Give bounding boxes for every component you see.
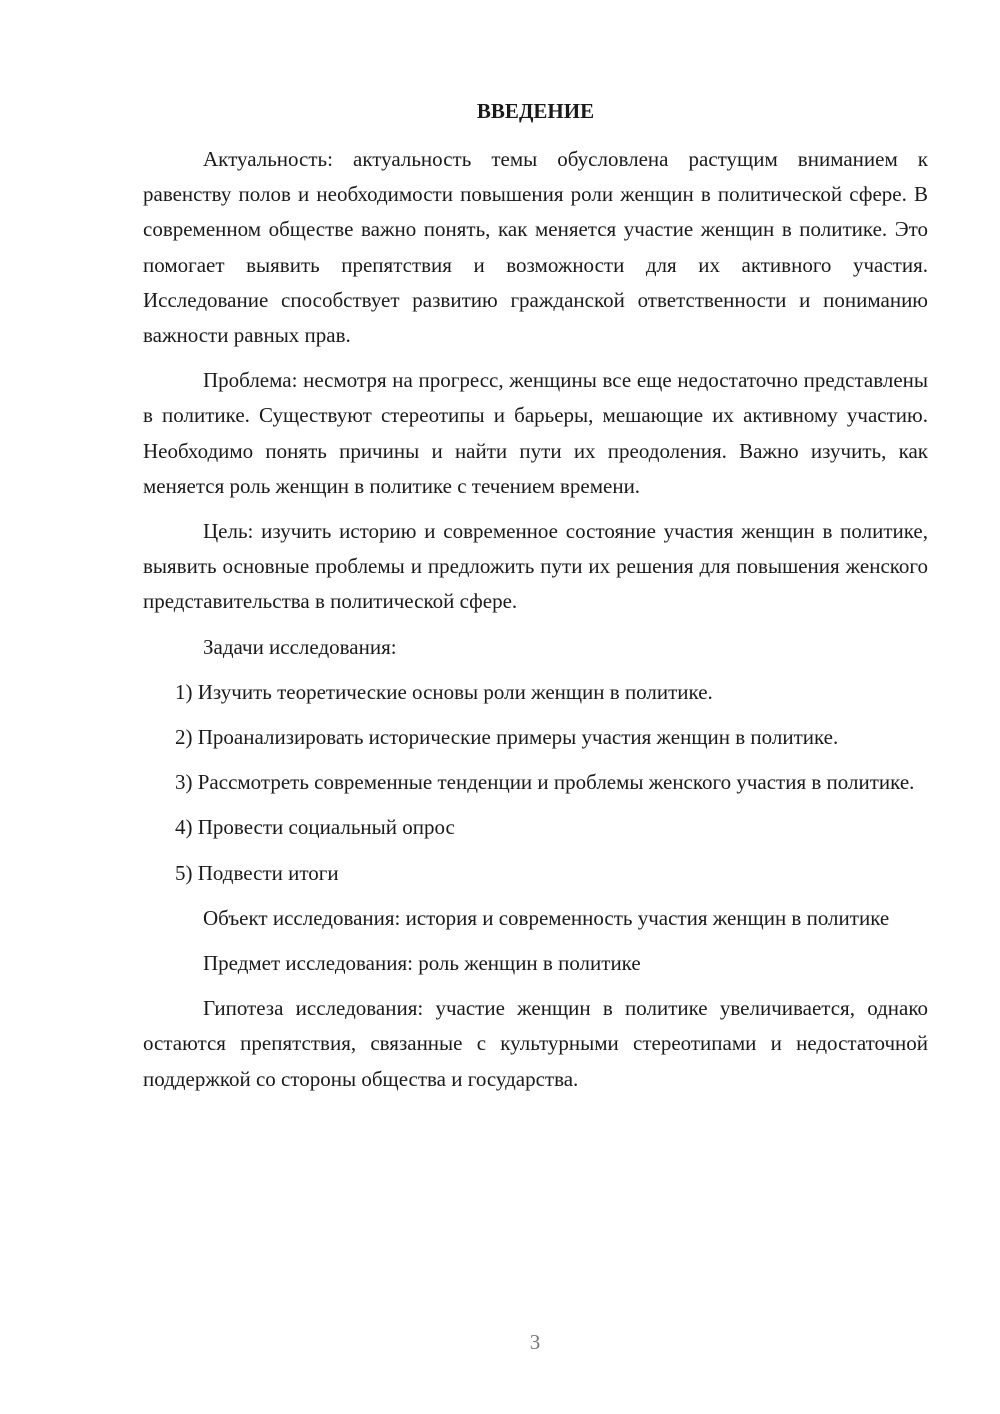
paragraph-hypothesis: Гипотеза исследования: участие женщин в политике увеличивается, однако остаются препятствия, связанные с культурными стереотипами и недостаточной поддержкой со стороны общества и государства. [143,996,928,1091]
paragraph-subject: Предмет исследования: роль женщин в политике [203,951,641,976]
task-item: 2) Проанализировать исторические примеры участия женщин в политике. [175,725,839,750]
task-item: 3) Рассмотреть современные тенденции и проблемы женского участия в политике. [175,770,915,795]
paragraph-problem: Проблема: несмотря на прогресс, женщины все еще недостаточно представлены в политике. Существуют стереотипы и барьеры, мешающие их активному участию. Необходимо понять причины и найти пути их преодоления. Важно изучить, как меняется роль женщин в политике с течением времени. [143,368,928,498]
document-page [143,94,928,1107]
page-title: ВВЕДЕНИЕ [476,99,595,123]
page-number: 3 [529,1330,541,1354]
task-item: 5) Подвести итоги [175,860,339,885]
task-item: 4) Провести социальный опрос [175,815,455,840]
paragraph-relevance: Актуальность: актуальность темы обусловлена растущим вниманием к равенству полов и необходимости повышения роли женщин в политической сфере. В современном обществе важно понять, как меняется участие женщин в политике. Это помогает выявить препятствия и возможности для их активного участия. Исследование способствует развитию гражданской ответственности и пониманию важности равных прав. [143,147,928,348]
paragraph-object: Объект исследования: история и современность участия женщин в политике [203,905,890,930]
paragraph-tasks-heading: Задачи исследования: [203,634,397,659]
paragraph-goal: Цель: изучить историю и современное состояние участия женщин в политике, выявить основные проблемы и предложить пути их решения для повышения женского представительства в политической сфере. [143,519,928,614]
task-item: 1) Изучить теоретические основы роли женщин в политике. [175,679,713,704]
